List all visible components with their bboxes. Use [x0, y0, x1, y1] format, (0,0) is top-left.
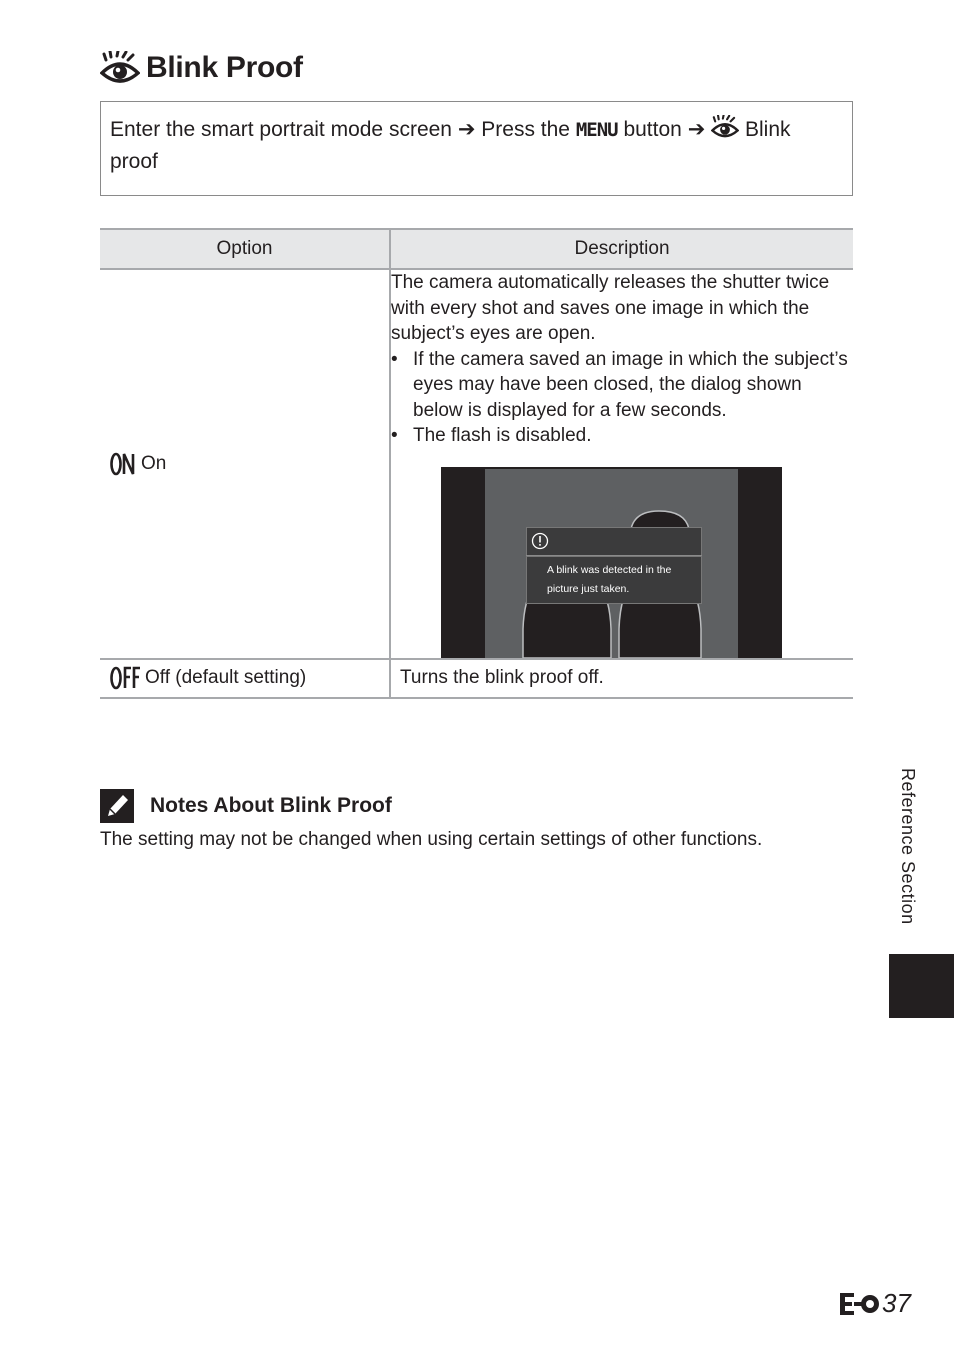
description-cell [390, 269, 853, 659]
path-segment: button [623, 118, 682, 141]
column-header: Description [390, 229, 853, 269]
on-icon [110, 452, 136, 476]
blink-proof-eye-icon [711, 115, 739, 139]
page-title-text: Blink Proof [146, 51, 303, 84]
camera-screen-illustration [441, 467, 782, 658]
dialog-body [526, 556, 702, 604]
page-number [838, 1288, 911, 1319]
reference-e-icon [838, 1291, 880, 1317]
options-table [100, 228, 853, 699]
table-row [100, 659, 853, 698]
dialog-header [526, 527, 702, 555]
note-heading-text: Notes About Blink Proof [150, 794, 392, 817]
screen-panel [485, 469, 738, 658]
exclamation-icon [531, 532, 549, 550]
dialog-text: picture just taken. [547, 582, 630, 595]
column-header: Option [100, 229, 390, 269]
option-label: Off (default setting) [145, 667, 307, 688]
table-header-row [100, 229, 853, 269]
table-row [100, 269, 853, 659]
option-cell [100, 659, 390, 698]
arrow-icon: ➔ [457, 118, 476, 141]
section-tab [889, 954, 954, 1018]
option-label: On [141, 452, 167, 474]
blink-proof-eye-icon [100, 51, 140, 85]
list-item: • If the camera saved an image in which the subject’s eyes may have been closed, the dialog shown below is displayed for a few seconds. [413, 347, 853, 424]
description-cell [390, 659, 853, 698]
path-segment: Enter the smart portrait mode screen [110, 118, 452, 141]
description-text: The camera automatically releases the shutter twice with every shot and saves one image in which the subject’s eyes are open. [391, 272, 830, 344]
page-title [100, 44, 303, 92]
pencil-note-icon [100, 789, 134, 823]
blink-warning-dialog [526, 527, 702, 604]
page-number-text: 37 [882, 1288, 911, 1318]
path-segment: Blink proof [110, 118, 791, 173]
note-heading [100, 789, 392, 823]
list-item: • The flash is disabled. [413, 423, 853, 449]
off-icon [110, 666, 140, 690]
dialog-text: A blink was detected in the [547, 563, 672, 576]
side-section-label: Reference Section [898, 768, 918, 925]
arrow-icon: ➔ [687, 118, 706, 141]
option-cell [100, 269, 390, 659]
menu-button-icon: MENU [575, 119, 618, 141]
menu-path-box [100, 101, 853, 196]
note-text: The setting may not be changed when using certain settings of other functions. [100, 829, 763, 850]
description-text: Turns the blink proof off. [400, 667, 604, 688]
path-segment: Press the [481, 118, 570, 141]
bullet-list [391, 347, 853, 449]
